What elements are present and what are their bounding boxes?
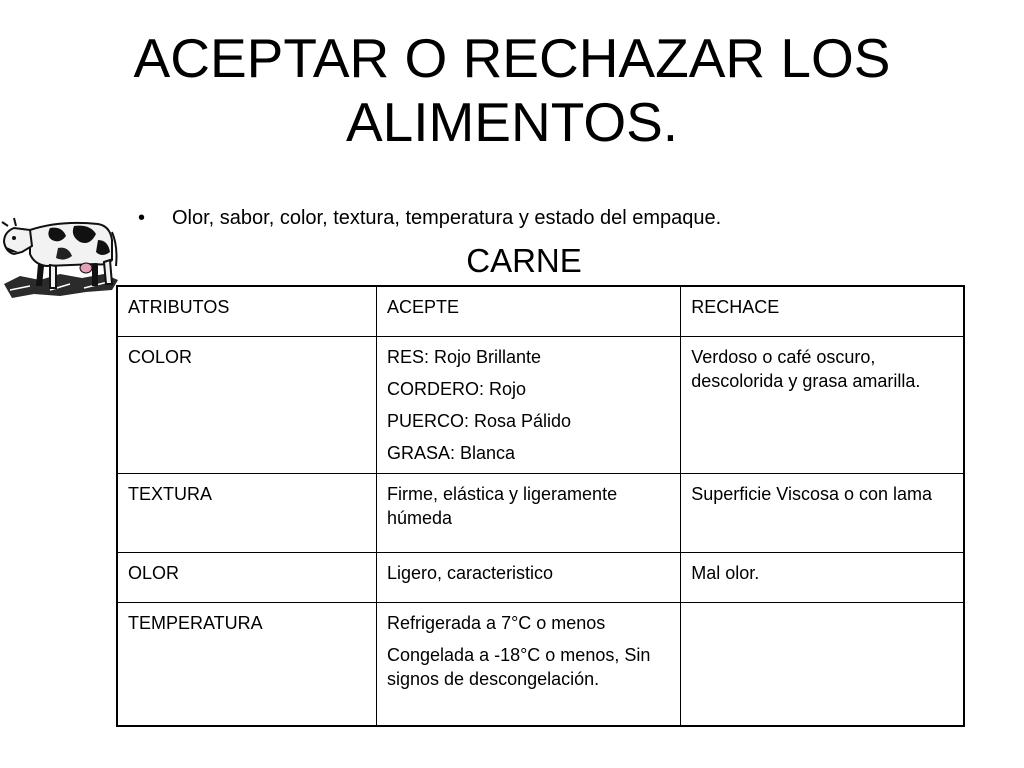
reject-line: Mal olor. <box>691 562 760 583</box>
accept-line: Firme, elástica y ligeramente húmeda <box>387 483 618 528</box>
row-attribute: OLOR <box>117 552 377 602</box>
accept-line: GRASA: Blanca <box>387 442 516 463</box>
header-acepte: ACEPTE <box>377 286 681 336</box>
row-attribute: TEXTURA <box>117 473 377 552</box>
section-subtitle: CARNE <box>466 242 582 279</box>
table-row <box>117 473 964 552</box>
row-accept <box>377 602 681 726</box>
accept-line: RES: Rojo Brillante <box>387 346 542 367</box>
header-atributos: ATRIBUTOS <box>117 286 377 336</box>
reject-line: Superficie Viscosa o con lama <box>691 483 933 504</box>
row-reject <box>681 602 964 726</box>
row-attribute: TEMPERATURA <box>117 602 377 726</box>
bullet-marker: • <box>138 207 146 229</box>
bullet-text: Olor, sabor, color, textura, temperatura y estado del empaque. <box>172 207 722 229</box>
row-reject <box>681 336 964 473</box>
header-rechace: RECHACE <box>681 286 964 336</box>
slide-title-line-2: ALIMENTOS. <box>345 91 679 153</box>
row-accept <box>377 552 681 602</box>
food-inspection-table <box>116 285 965 727</box>
table-row <box>117 552 964 602</box>
row-reject <box>681 552 964 602</box>
table-header-row <box>117 286 964 336</box>
slide-title-line-1: ACEPTAR O RECHAZAR LOS <box>133 27 891 89</box>
table-row <box>117 336 964 473</box>
row-accept <box>377 473 681 552</box>
row-attribute: COLOR <box>117 336 377 473</box>
row-accept <box>377 336 681 473</box>
slide-title <box>40 26 984 154</box>
accept-line: Refrigerada a 7°C o menos <box>387 612 606 633</box>
accept-line: CORDERO: Rojo <box>387 378 527 399</box>
table-row <box>117 602 964 726</box>
accept-line: Congelada a -18°C o menos, Sin signos de descongelación. <box>387 644 651 689</box>
accept-line: Ligero, caracteristico <box>387 562 554 583</box>
bullet-item <box>138 205 721 231</box>
row-reject <box>681 473 964 552</box>
reject-line: Verdoso o café oscuro, descolorida y grasa amarilla. <box>691 346 921 391</box>
accept-line: PUERCO: Rosa Pálido <box>387 410 572 431</box>
